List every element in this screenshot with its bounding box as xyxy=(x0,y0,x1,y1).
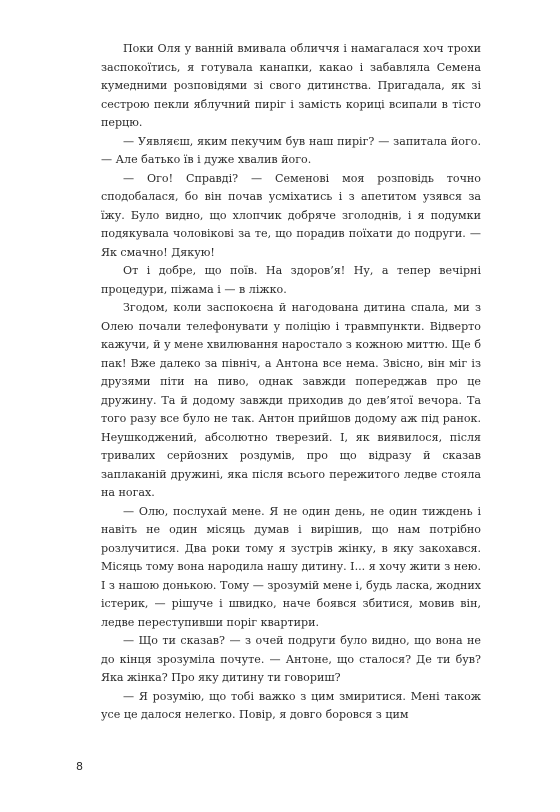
paragraph-7: — Що ти сказав? — з очей подруги було видно, що вона не до кінця зрозуміла почуте. — Антоне, що сталося? Де ти був? Яка жінка? Про яку дитину ти говориш? xyxy=(101,634,481,684)
page-number: 8 xyxy=(76,760,83,773)
paragraph-5: Згодом, коли заспокоєна й нагодована дитина спала, ми з Олею почали телефонувати у поліцію і травмпункти. Відверто кажучи, й у мене хвилювання наростало з кожною миттю. Ще б пак! Вже далеко за північ, а Антона все нема. Звісно, він міг із друзями піти на пиво, однак завжди попереджав про це дружину. Та й додому завжди приходив до дев’ятої вечора. Та того разу все було не так. Антон прийшов додому аж під ранок. Неушкоджений, абсолютно тверезий. І, як виявилося, після тривалих серйозних роздумів, про що відразу й сказав заплаканій дружині, яка після всього пережитого ледве стояла на ногах. xyxy=(101,301,481,499)
page-text-body xyxy=(101,40,481,725)
paragraph-4: От і добре, що поїв. На здоров’я! Ну, а тепер вечірні процедури, піжама і — в ліжко. xyxy=(101,264,481,296)
paragraph-6: — Олю, послухай мене. Я не один день, не один тиждень і навіть не один місяць думав і вирішив, що нам потрібно розлучитися. Два роки тому я зустрів жінку, в яку закохався. Місяць тому вона народила нашу дитину. І... я хочу жити з нею. І з нашою донькою. Тому — зрозумій мене і, будь ласка, жодних істерик, — рішуче і швидко, наче боявся збитися, мовив він, ледве переступивши поріг квартири. xyxy=(101,504,481,629)
paragraph-1: Поки Оля у ванній вмивала обличчя і намагалася хоч трохи заспокоїтись, я готувала канапки, какао і забавляла Семена кумедними розповідями зі свого дитинства. Пригадала, як зі сестрою пекли яблучний пиріг і замість кориці всипали в тісто перцю. xyxy=(101,42,481,129)
paragraph-8: — Я розумію, що тобі важко з цим змиритися. Мені також усе це далося нелегко. Повір, я довго боровся з цим xyxy=(101,689,481,721)
paragraph-2: — Уявляєш, яким пекучим був наш пиріг? — запитала його. — Але батько їв і дуже хвалив його. xyxy=(101,134,481,166)
paragraph-3: — Ого! Справді? — Семенові моя розповідь точно сподобалася, бо він почав усміхатись і з апетитом узявся за їжу. Було видно, що хлопчик добряче зголоднів, і я подумки подякувала чоловікові за те, що порадив поїхати до подруги. — Як смачно! Дякую! xyxy=(101,171,481,259)
